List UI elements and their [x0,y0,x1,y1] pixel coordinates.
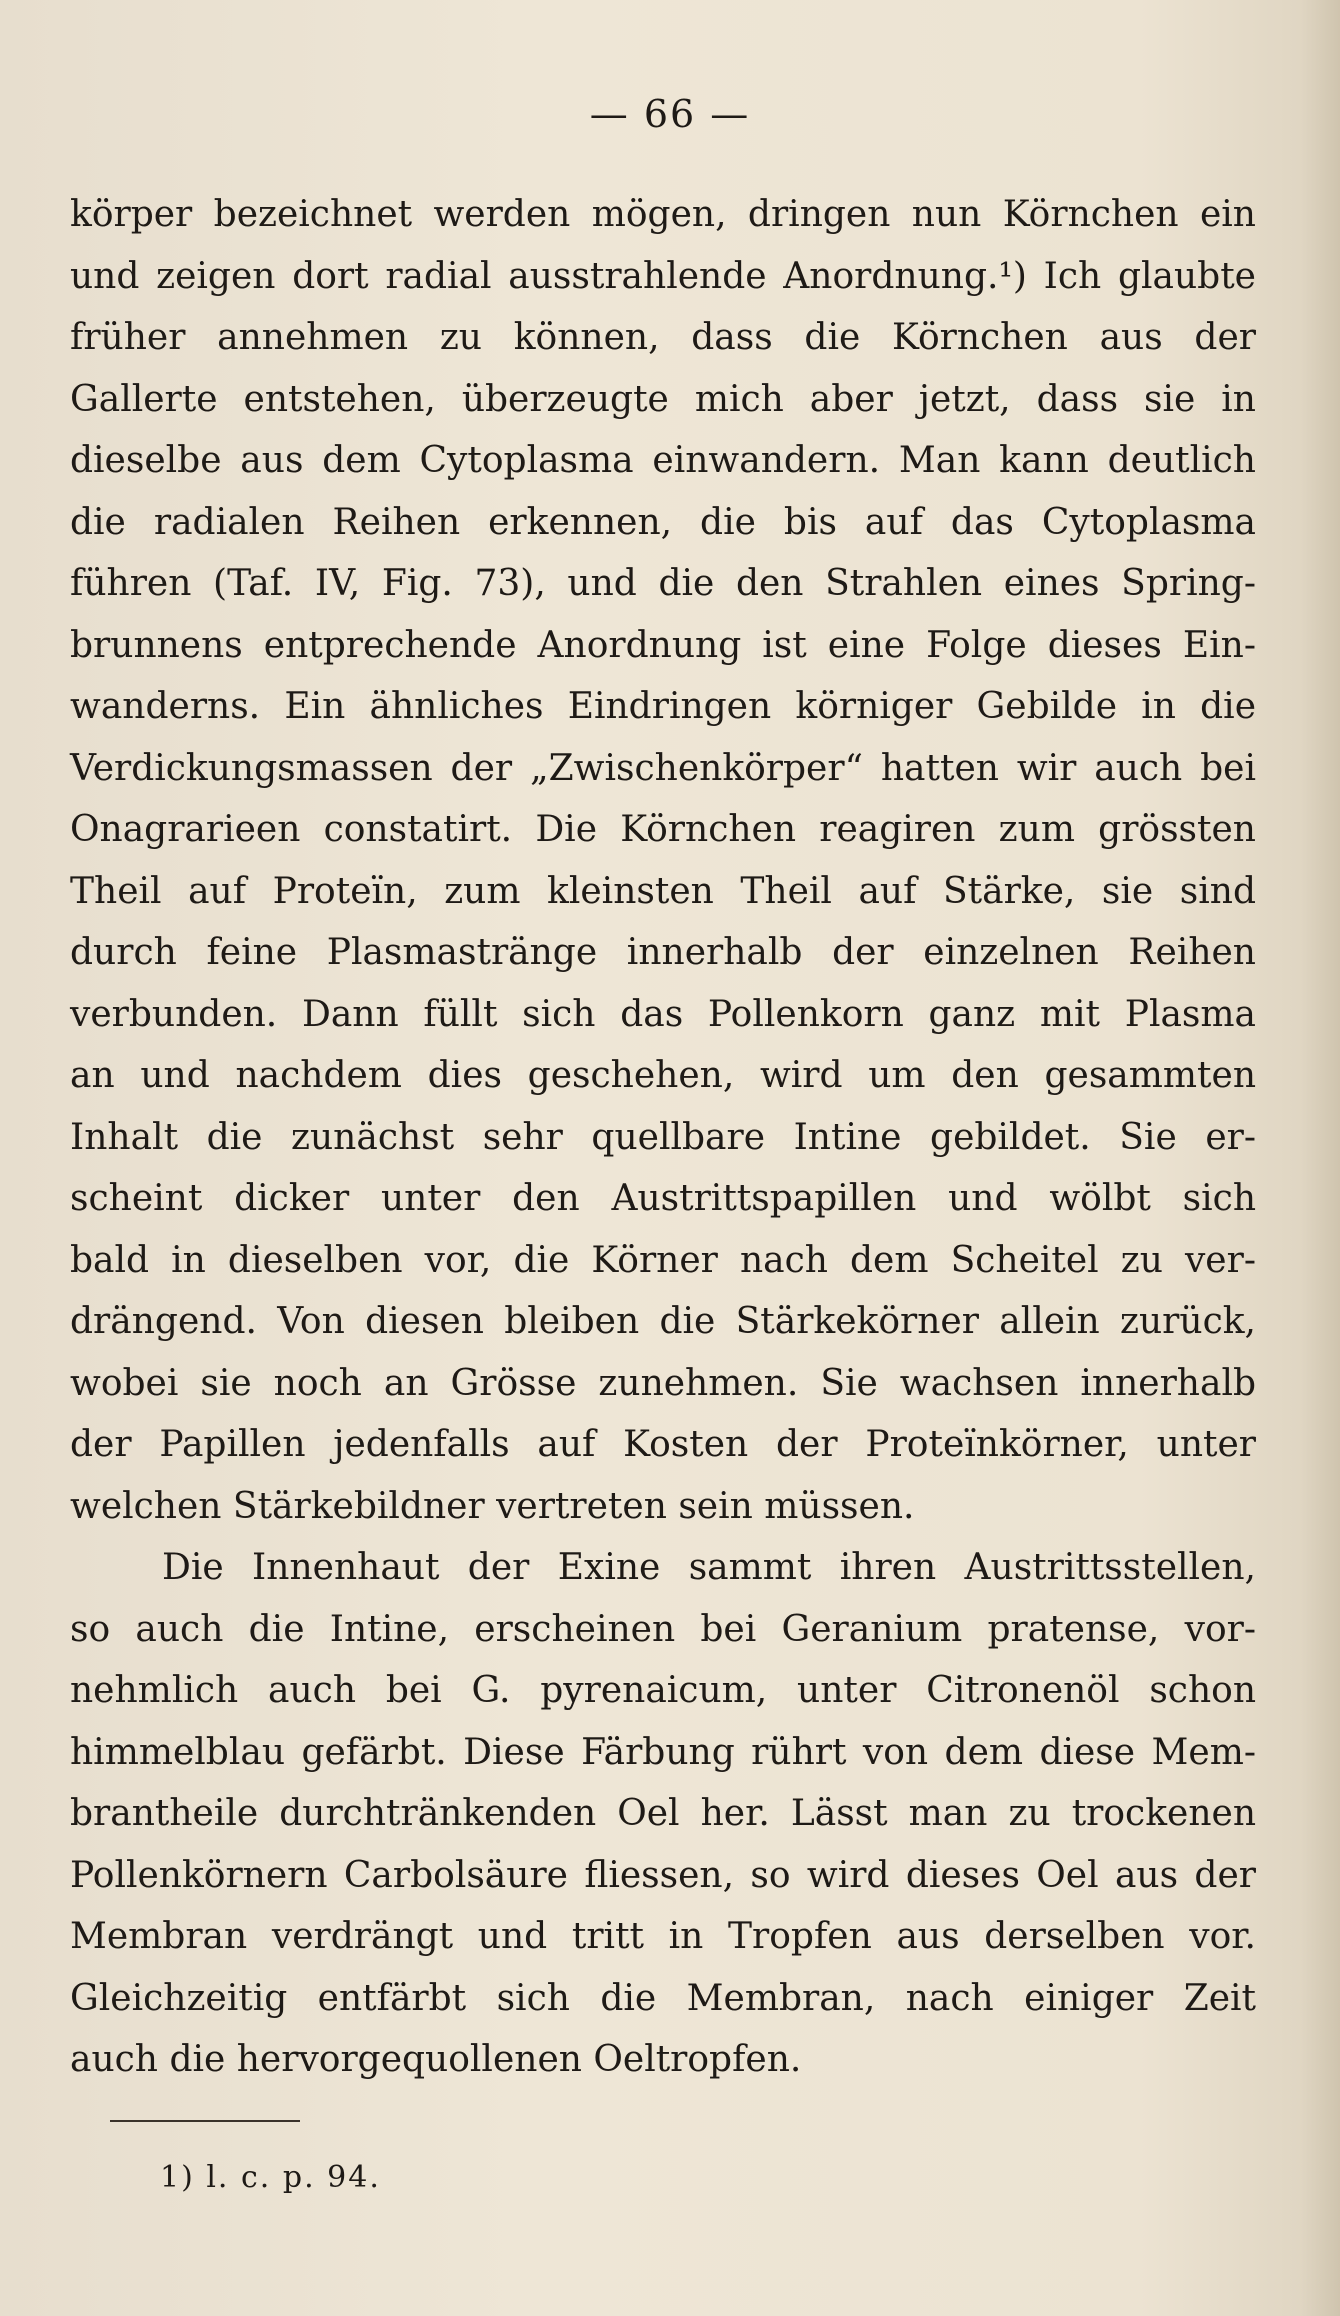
text-line: scheint dicker unter den Austrittspapillen und wölbt sich [70,1178,1256,1219]
text-line: der Papillen jedenfalls auf Kosten der Proteïnkörner, unter [70,1424,1256,1465]
footnote: 1) l. c. p. 94. [160,2160,381,2195]
text-line: Verdickungsmassen der „Zwischenkörper“ hatten wir auch bei [70,747,1256,789]
text-line: so auch die Intine, erscheinen bei Geranium pratense, vor- [70,1608,1256,1650]
text-line: führen (Taf. IV, Fig. 73), und die den Strahlen eines Spring- [70,563,1256,604]
text-line: wanderns. Ein ähnliches Eindringen körniger Gebilde in die [70,686,1256,727]
text-line: auch die hervorgequollenen Oeltropfen. [70,2039,802,2080]
text-line: bald in dieselben vor, die Körner nach dem Scheitel zu ver- [70,1239,1256,1281]
text-line: verbunden. Dann füllt sich das Pollenkorn ganz mit Plasma [70,993,1256,1035]
text-line: brunnens entprechende Anordnung ist eine Folge dieses Ein- [70,624,1256,666]
text-line: früher annehmen zu können, dass die Körnchen aus der [70,317,1256,358]
text-line: Gallerte entstehen, überzeugte mich aber jetzt, dass sie in [70,378,1256,420]
text-line: an und nachdem dies geschehen, wird um den gesammten [70,1055,1256,1096]
text-line: himmelblau gefärbt. Diese Färbung rührt von dem diese Mem- [70,1731,1256,1773]
text-line: wobei sie noch an Grösse zunehmen. Sie wachsen innerhalb [70,1362,1256,1404]
text-line: Die Innenhaut der Exine sammt ihren Austrittsstellen, [162,1547,1256,1588]
text-line: Pollenkörnern Carbolsäure fliessen, so wird dieses Oel aus der [70,1854,1256,1896]
body-text [70,184,1256,2091]
text-line: brantheile durchtränkenden Oel her. Lässt man zu trockenen [70,1793,1256,1834]
text-line: die radialen Reihen erkennen, die bis auf das Cytoplasma [70,501,1256,543]
text-line: Inhalt die zunächst sehr quellbare Intine gebildet. Sie er- [70,1116,1256,1158]
footnote-divider [110,2120,300,2122]
text-line: drängend. Von diesen bleiben die Stärkekörner allein zurück, [70,1301,1256,1342]
text-line: nehmlich auch bei G. pyrenaicum, unter Citronenöl schon [70,1670,1256,1711]
text-line: körper bezeichnet werden mögen, dringen nun Körnchen ein [70,194,1256,235]
text-line: Membran verdrängt und tritt in Tropfen aus derselben vor. [70,1916,1256,1957]
text-line: Theil auf Proteïn, zum kleinsten Theil auf Stärke, sie sind [70,870,1256,912]
text-line: welchen Stärkebildner vertreten sein müssen. [70,1485,915,1527]
text-line: dieselbe aus dem Cytoplasma einwandern. Man kann deutlich [70,440,1256,481]
text-line: durch feine Plasmastränge innerhalb der einzelnen Reihen [70,932,1256,973]
text-line: Onagrarieen constatirt. Die Körnchen reagiren zum grössten [70,809,1256,850]
text-line: und zeigen dort radial ausstrahlende Anordnung.¹) Ich glaubte [70,255,1256,297]
page-number: — 66 — [589,92,751,136]
text-line: Gleichzeitig entfärbt sich die Membran, nach einiger Zeit [70,1977,1256,2019]
